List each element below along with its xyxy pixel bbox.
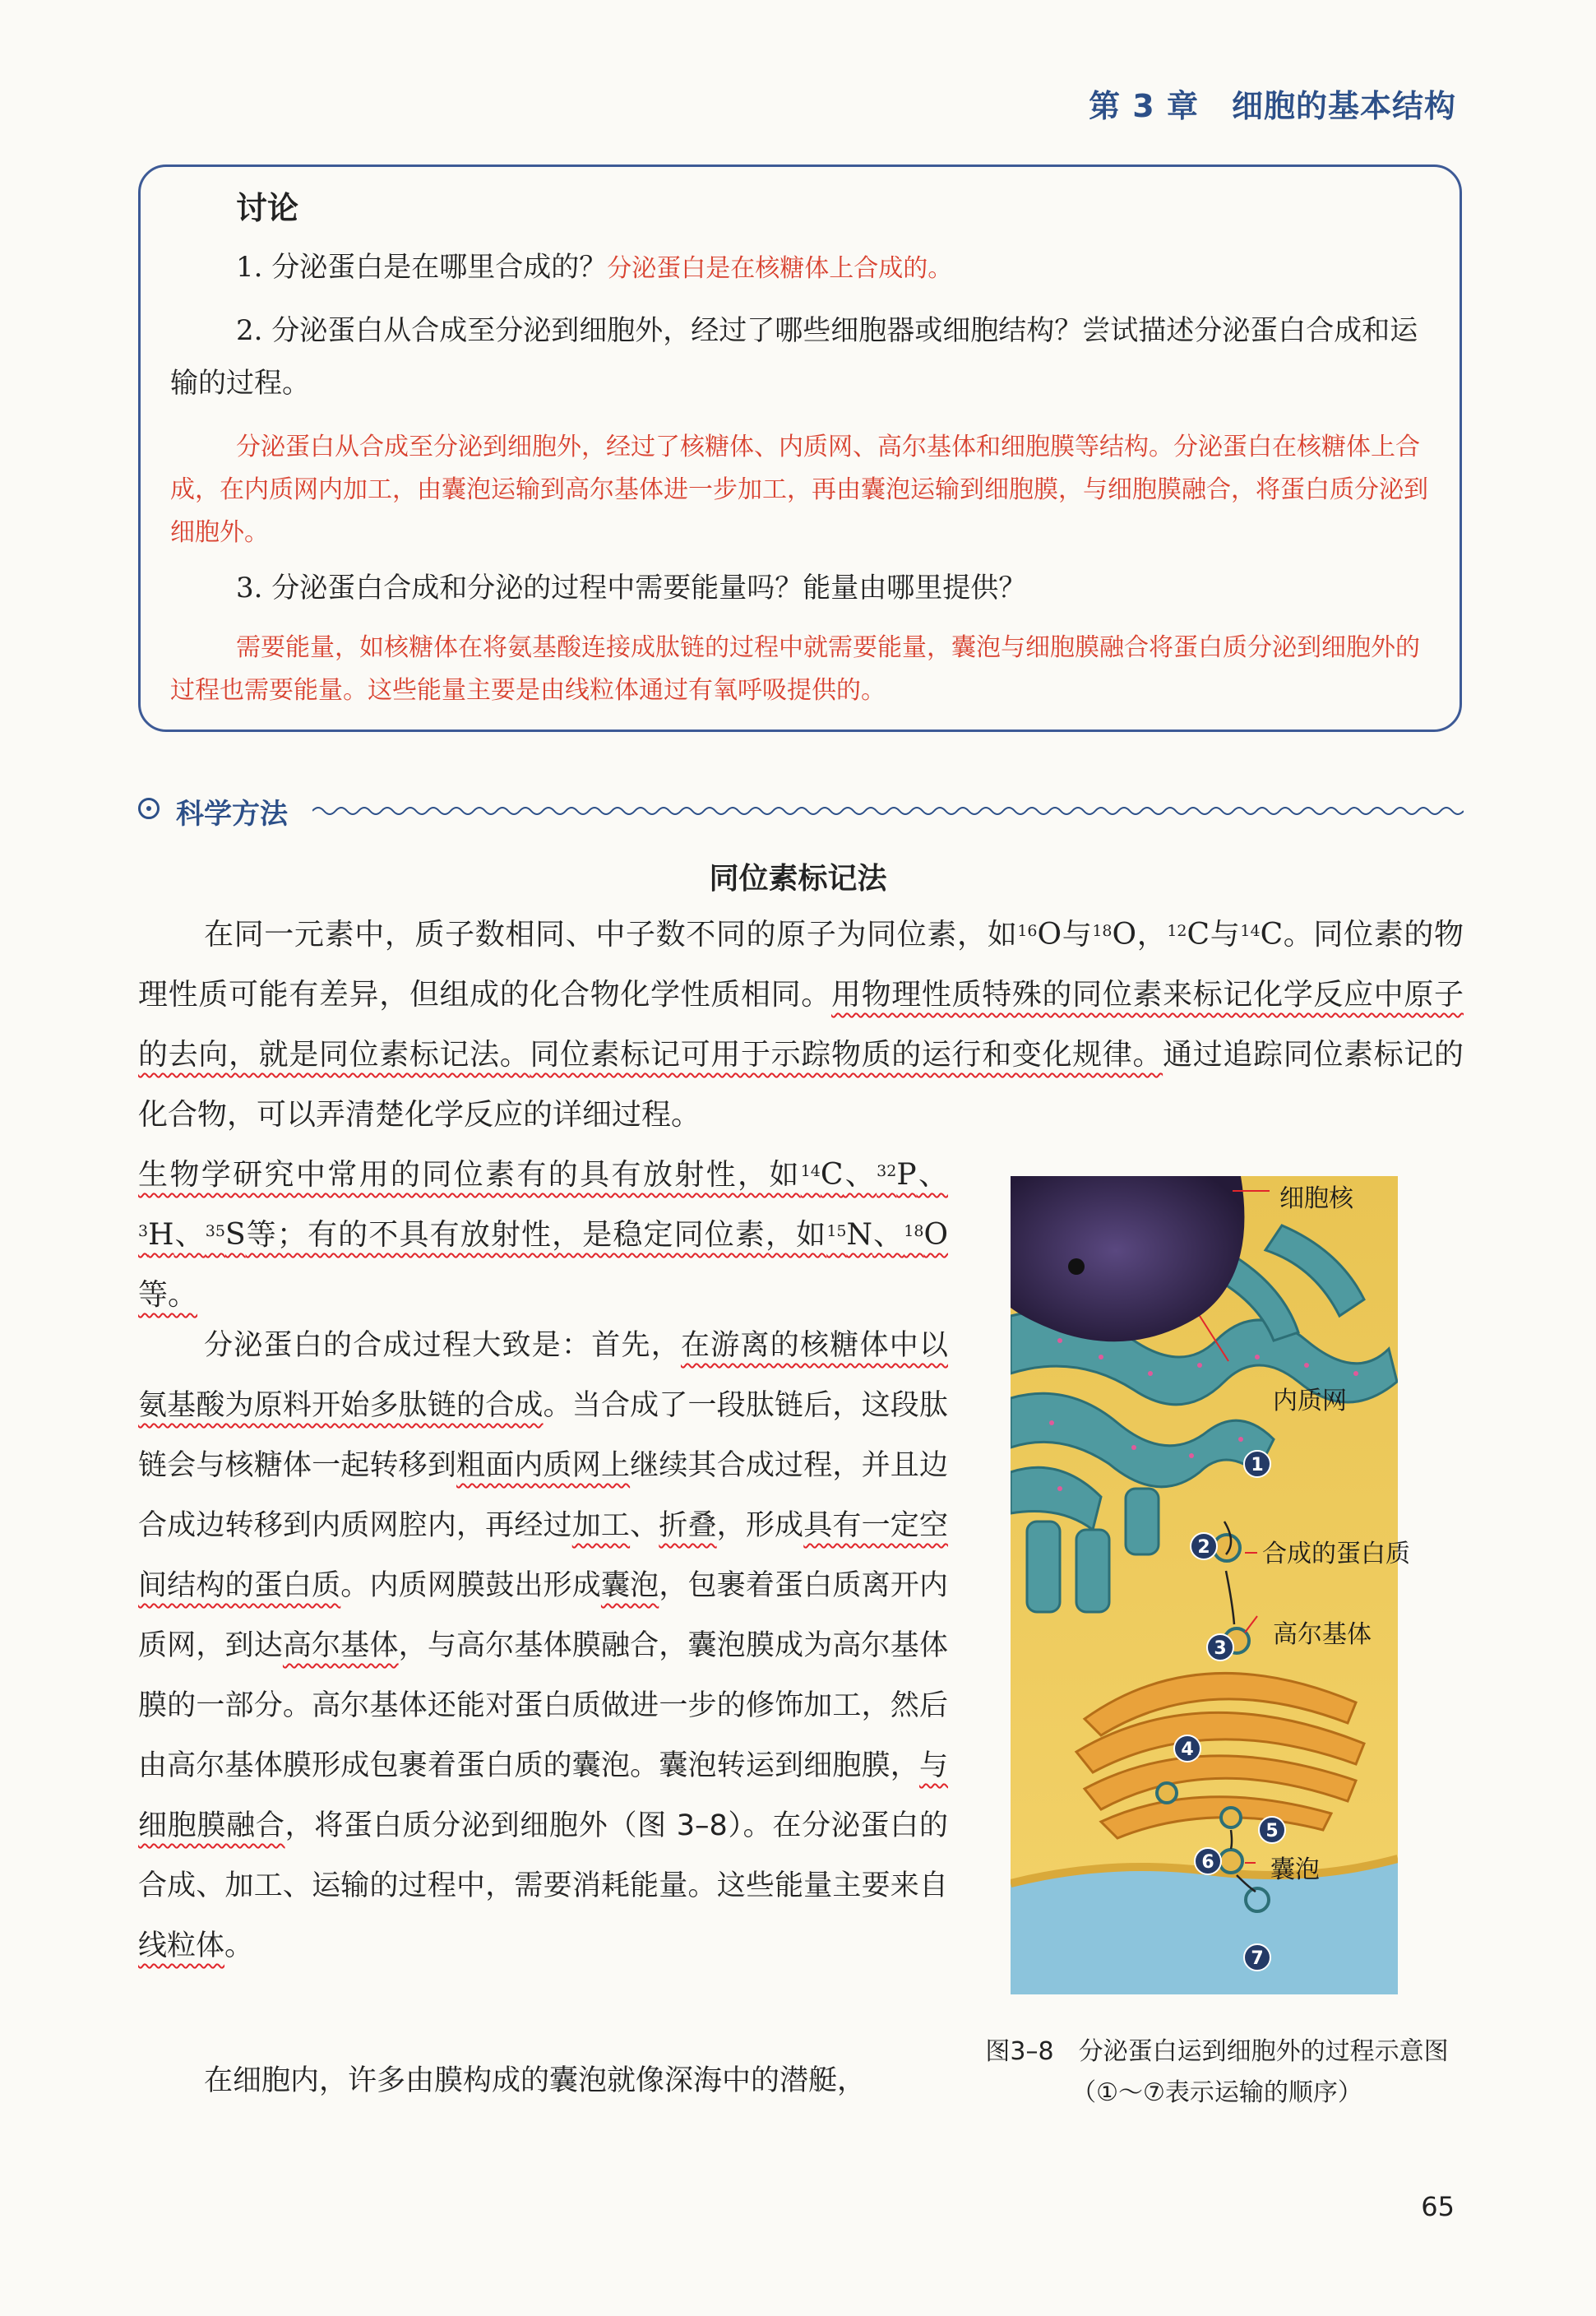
text-span: 、 [630,1509,659,1542]
step-marker-6 [1195,1848,1221,1874]
highlighted-text: 折叠 [659,1509,717,1542]
element-symbol: O [1112,918,1137,952]
discussion-title: 讨论 [236,190,299,226]
isotope-paragraph-continued [138,1145,948,1325]
cell-illustration [1011,1176,1398,1994]
label-er: 内质网 [1273,1387,1347,1415]
text-span: ，与高尔基体膜融合，囊泡膜成为高尔基体膜的一部分。高尔基体还能对蛋白质做进一步的修饰加工，然后由高尔基体膜形成包裹着蛋白质的囊泡。囊泡转运到细胞膜， [138,1629,948,1782]
step-marker-7 [1244,1944,1270,1971]
discussion-question-1 [236,243,1428,291]
element-symbol: P [896,1158,917,1192]
text-span: 分泌蛋白的合成过程大致是：首先， [204,1329,681,1362]
secretion-paragraph [138,1316,948,1976]
figure-caption [954,2031,1480,2114]
discussion-question-3: 3. 分泌蛋白合成和分泌的过程中需要能量吗？能量由哪里提供？ [236,572,1027,604]
highlighted-text: 具有一定空间结构的蛋白质 [138,1509,948,1602]
highlighted-text: 粗面内质网上 [456,1449,631,1482]
highlighted-text: 加工 [571,1509,631,1542]
nuclear-pore [1068,1258,1085,1275]
text-span: 继续其合成过程，并且边合成边转移到内质网腔内，再经过 [138,1449,948,1542]
figure-caption-line-2: （①～⑦表示运输的顺序） [1071,2078,1362,2107]
text-span: 、 [872,1218,904,1252]
step-number: 3 [1214,1638,1227,1659]
text-span: 在同一元素中，质子数相同、中子数不同的原子为同位素，如 [204,918,1018,952]
answer-2-text: 分泌蛋白从合成至分泌到细胞外，经过了核糖体、内质网、高尔基体和细胞膜等结构。分泌蛋白在核糖体上合成，在内质网内加工，由囊泡运输到高尔基体进一步加工，再由囊泡运输到细胞膜，与细胞膜融合，将蛋白质分泌到细胞外。 [170,433,1428,547]
mass-number: 12 [1167,922,1187,940]
text-span: 同位素的物理性质可能有差异，但组成的化合物化学性质相同。 [138,918,1464,1012]
highlighted-text: 线粒体 [138,1929,225,1962]
mass-number: 3 [138,1222,149,1240]
isotope-paragraph [138,905,1464,1145]
element-symbol: C [1187,918,1210,952]
mass-number: 16 [1017,922,1038,940]
text-span: 等。 [138,1278,198,1312]
chapter-header [1089,81,1456,126]
text-span: 。 [1283,918,1314,952]
mass-number: 15 [826,1222,847,1240]
text-span: 等；有的不具有放射性，是稳定同位素，如 [245,1218,827,1252]
target-icon [138,798,160,819]
step-number: 7 [1251,1948,1264,1969]
vesicle-paragraph: 在细胞内，许多由膜构成的囊泡就像深海中的潜艇， [204,2064,867,2097]
highlighted-text: 高尔基体 [282,1629,399,1662]
text-span: 通过追踪同位素标记的化合物，可以弄清楚化学反应的详细过程。 [138,1038,1464,1132]
text-span: 。当合成了一段肽链后，这段肽链会与核糖体一起转移到 [138,1389,948,1482]
element-symbol: H [148,1218,174,1252]
step-number: 1 [1251,1455,1264,1475]
chapter-title: 细胞的基本结构 [1231,88,1456,124]
discussion-question-2: 2. 分泌蛋白从合成至分泌到细胞外，经过了哪些细胞器或细胞结构？尝试描述分泌蛋白合成和运输的过程。 [170,314,1418,400]
mass-number: 32 [877,1162,897,1180]
text-span: ，形成 [716,1509,804,1542]
text-span: 与 [1062,918,1093,952]
label-synthesized-protein: 合成的蛋白质 [1262,1540,1410,1568]
text-span: 生物学研究中常用的同位素有的具有放射性，如 [138,1158,801,1192]
mass-number: 14 [800,1162,821,1180]
text-span: 。 [224,1929,254,1962]
text-span: ，将蛋白质分泌到细胞外（图 3–8）。在分泌蛋白的合成、加工、运输的过程中，需要消耗能量。这些能量主要来自 [138,1809,948,1902]
step-number: 5 [1265,1821,1279,1841]
extracellular-space [1011,1859,1398,1994]
secretion-diagram [1011,1176,1398,1994]
element-symbol: S [224,1218,246,1252]
answer-1-text: 分泌蛋白是在核糖体上合成的。 [607,254,953,283]
page-number: 65 [1421,2191,1455,2222]
highlighted-text: 囊泡 [600,1569,659,1602]
chapter-number: 第 3 章 [1089,88,1199,124]
step-number: 4 [1181,1739,1194,1760]
question-1-text: 1. 分泌蛋白是在哪里合成的？ [236,251,608,284]
step-marker-4 [1174,1735,1200,1762]
step-marker-2 [1191,1533,1217,1559]
highlighted-text: 用物理性质特殊的同位素来标记化学反应中原子的去向，就是同位素标记法。 [138,978,1464,1072]
mass-number: 14 [1240,922,1261,940]
wavy-divider [312,803,1464,819]
figure-caption-line-1: 图3–8 分泌蛋白运到细胞外的过程示意图 [985,2037,1449,2066]
text-span: 、 [916,1158,948,1192]
mass-number: 18 [1092,922,1113,940]
science-method-heading [138,791,1464,832]
label-vesicle: 囊泡 [1270,1855,1320,1884]
text-span: ，包裹着蛋白质离开内质网，到达 [138,1569,948,1662]
highlighted-text: 与细胞膜融合 [138,1749,948,1842]
step-number: 2 [1197,1537,1210,1558]
element-symbol: C [820,1158,844,1192]
step-marker-1 [1244,1451,1270,1477]
step-marker-3 [1207,1634,1233,1661]
element-symbol: O [1037,918,1062,952]
label-golgi: 高尔基体 [1273,1620,1372,1649]
text-span: 、 [173,1218,206,1252]
label-nucleus: 细胞核 [1279,1184,1353,1213]
section-title: 同位素标记法 [709,862,887,896]
highlighted-text [138,1158,948,1312]
science-method-label: 科学方法 [176,798,288,831]
text-span: 、 [843,1158,877,1192]
highlighted-text: 在游离的核糖体中以氨基酸为原料开始多肽链的合成 [138,1329,948,1422]
text-span: ， [1136,918,1168,952]
answer-3-text: 需要能量，如核糖体在将氨基酸连接成肽链的过程中就需要能量，囊泡与细胞膜融合将蛋白质分泌到细胞外的过程也需要能量。这些能量主要是由线粒体通过有氧呼吸提供的。 [170,633,1420,705]
element-symbol: N [846,1218,872,1252]
element-symbol: C [1260,918,1284,952]
step-marker-5 [1259,1817,1285,1843]
element-symbol: O [923,1218,948,1252]
highlighted-text: 同位素标记可用于示踪物质的运行和变化规律。 [530,1038,1163,1072]
step-number: 6 [1201,1852,1214,1873]
text-span: 。内质网膜鼓出形成 [340,1569,601,1602]
mass-number: 35 [205,1222,225,1240]
text-span: 与 [1210,918,1241,952]
mass-number: 18 [904,1222,924,1240]
